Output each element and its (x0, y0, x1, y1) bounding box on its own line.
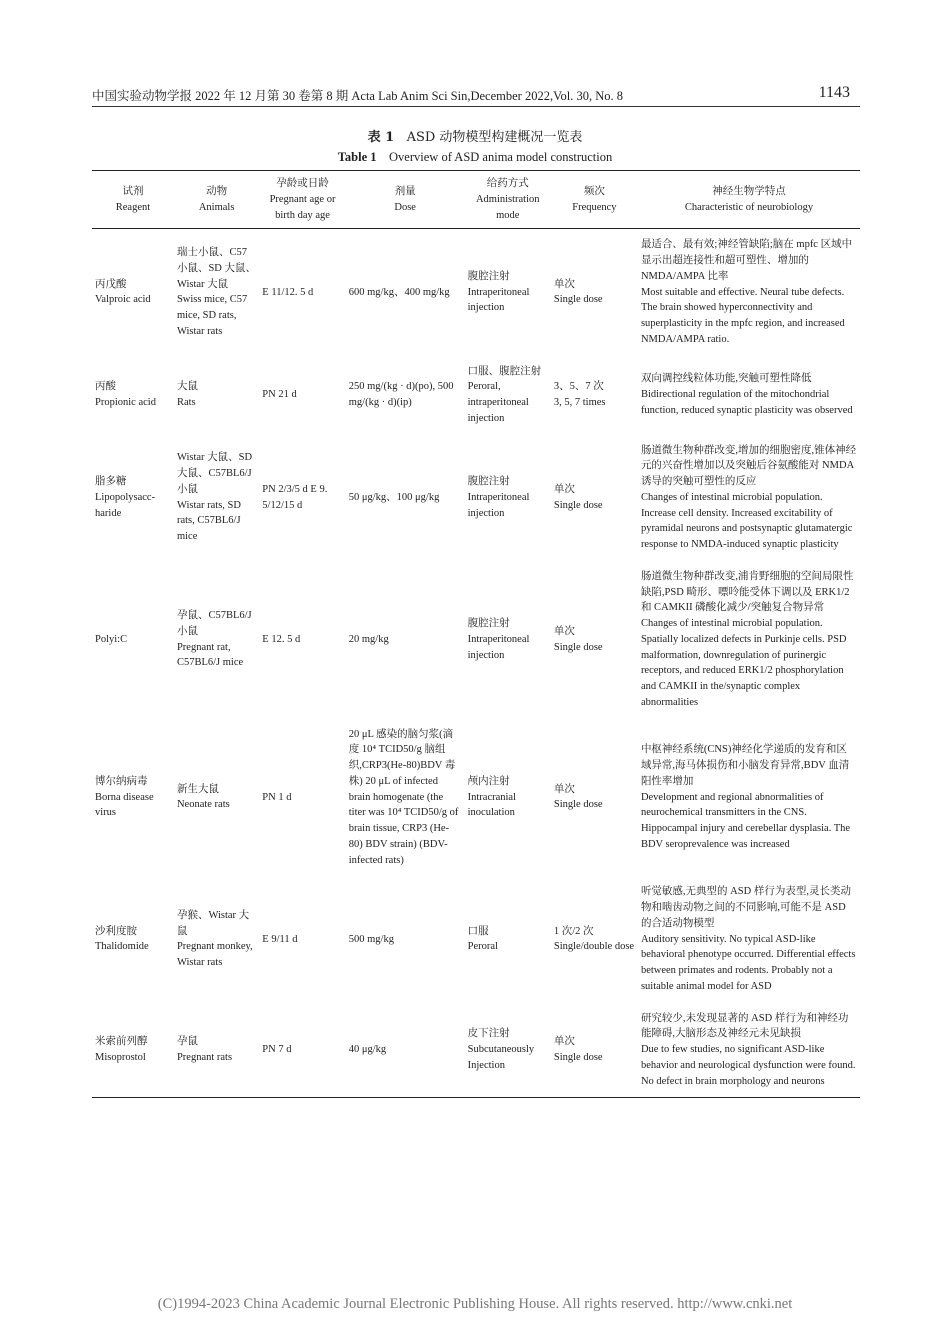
cell-age: PN 2/3/5 d E 9. 5/12/15 d (262, 483, 328, 511)
cell-frequency: 单次 Single dose (553, 1036, 603, 1063)
cell-age: E 11/12. 5 d (262, 286, 314, 298)
cell-reagent: 沙利度胺 Thalidomide (95, 925, 149, 953)
cell-age: PN 21 d (262, 389, 297, 401)
cell-age: E 12. 5 d (262, 633, 301, 645)
table-row (92, 876, 860, 1002)
table-row (92, 435, 860, 561)
cell-route: 口服 Peroral (467, 925, 498, 953)
table-row (92, 229, 860, 356)
cell-dose: 50 μg/kg、100 μg/kg (348, 491, 440, 503)
cell-characteristic: 最适合、最有效;神经管缺陷;脑在 mpfc 区域中显示出超连接性和超可塑性、增加的 NMDA/AMPA 比率 Most suitable and effective. Neural tube defects. The brain showed hyperconnectivity and superplasticity in the mpfc region, and increased NMDA/AMPA ratio. (640, 239, 853, 345)
cell-frequency: 单次 Single dose (553, 483, 603, 511)
cell-reagent: 丙戊酸 Valproic acid (95, 278, 151, 306)
copyright-footer: (C)1994-2023 China Academic Journal Electronic Publishing House. All rights reserved. http://www.cnki.net (157, 1296, 793, 1312)
cell-animals: 新生大鼠 Neonate rats (176, 783, 230, 811)
table-caption-zh (0, 126, 950, 145)
cell-animals: 孕鼠、C57BL6/J 小鼠 Pregnant rat, C57BL6/J mice (176, 610, 252, 669)
cell-animals: 孕鼠 Pregnant rats (176, 1036, 233, 1063)
cell-frequency: 3、5、7 次 3, 5, 7 times (553, 381, 606, 408)
cell-frequency: 单次 Single dose (553, 625, 603, 653)
cell-reagent: 脂多糖 Lipopolysacc-haride (95, 476, 156, 519)
cell-characteristic: 中枢神经系统(CNS)神经化学递质的发育和区域异常,海马体损伤和小脑发育异常,BDV 血清阳性率增加 Development and regional abnormalities of neurochemical transmitters in the CNS. Hippocampal injury and cerebellar dysplasia. The BDV seroprevalence was increased (640, 744, 851, 850)
col-header-animals: 动物 Animals (198, 185, 235, 213)
cell-dose: 250 mg/(kg · d)(po), 500 mg/(kg · d)(ip) (348, 381, 454, 408)
caption-title-en: Overview of ASD anima model construction (389, 150, 613, 164)
cell-route: 口服、腹腔注射 Peroral, intraperitoneal injection (467, 365, 542, 424)
col-header-age: 孕龄或日龄 Pregnant age or birth day age (269, 178, 336, 221)
table-row (92, 1003, 860, 1098)
table-caption-en (0, 150, 950, 165)
cell-dose: 20 mg/kg (348, 633, 389, 645)
col-header-characteristic: 神经生物学特点 Characteristic of neurobiology (684, 185, 814, 213)
cell-animals: 大鼠 Rats (176, 381, 198, 408)
cell-characteristic: 听觉敏感,无典型的 ASD 样行为表型,灵长类动物和啮齿动物之间的不同影响,可能不是 ASD 的合适动物模型 Auditory sensitivity. No typical ASD-like behavioral phenotype occurred. Differential effects between primates and rodents. Probably not a suitable animal model for ASD (640, 886, 856, 992)
cell-route: 腹腔注射 Intraperitoneal injection (467, 270, 530, 314)
asd-model-table (92, 170, 860, 1098)
cell-route: 皮下注射 Subcutaneously Injection (467, 1028, 535, 1071)
cell-route: 腹腔注射 Intraperitoneal injection (467, 618, 530, 661)
caption-label-en: Table 1 (337, 150, 377, 164)
cell-age: PN 7 d (262, 1044, 292, 1055)
cell-frequency: 1 次/2 次 Single/double dose (553, 925, 635, 953)
col-header-frequency: 频次 Frequency (572, 185, 617, 213)
cell-age: PN 1 d (262, 791, 292, 803)
cell-reagent: 博尔纳病毒 Borna disease virus (95, 775, 154, 819)
header-rule (92, 106, 860, 107)
cell-animals: Wistar 大鼠、SD 大鼠、C57BL6/J 小鼠 Wistar rats, SD rats, C57BL6/J mice (176, 452, 253, 543)
cell-age: E 9/11 d (262, 933, 298, 945)
table-row (92, 561, 860, 719)
cell-animals: 瑞士小鼠、C57 小鼠、SD 大鼠、Wistar 大鼠 Swiss mice, C57 mice, SD rats, Wistar rats (176, 247, 257, 337)
cell-route: 腹腔注射 Intraperitoneal injection (467, 476, 530, 519)
cell-route: 颅内注射 Intracranial inoculation (467, 775, 517, 819)
cell-dose: 20 μL 感染的脑匀浆(滴度 10⁴ TCID50/g 脑组织,CRP3(He-80)BDV 毒株) 20 μL of infected brain homogenate (the titer was 10⁴ TCID50/g of brain tissue, CRP3 (He-80) BDV strain) (BDV-infected rats) (348, 728, 459, 866)
cell-reagent: 丙酸 Propionic acid (95, 381, 156, 408)
cell-reagent: Polyi:C (95, 633, 128, 645)
cell-characteristic: 肠道微生物种群改变,浦肯野细胞的空间局限性缺陷,PSD 畸形、嘌呤能受体下调以及 ERK1/2 和 CAMKII 磷酸化减少/突触复合物异常 Changes of intestinal microbial population. Spatially localized defects in Purkinje cells. PSD malformation, downregulation of purinergic receptors, and reduced ERK1/2 phosphorylation and CAMKII in the/synaptic complex abnormalities (640, 570, 854, 708)
journal-citation: 中国实验动物学报 2022 年 12 月第 30 卷第 8 期 Acta Lab Anim Sci Sin,December 2022,Vol. 30, No. 8 (92, 89, 623, 103)
cell-characteristic: 双向调控线粒体功能,突触可塑性降低 Bidirectional regulation of the mitochondrial function, reduced synaptic plasticity was observed (640, 373, 853, 416)
cell-dose: 500 mg/kg (348, 933, 394, 945)
cell-dose: 600 mg/kg、400 mg/kg (348, 286, 450, 298)
page-number: 1143 (818, 84, 850, 101)
running-header (92, 84, 860, 106)
cell-frequency: 单次 Single dose (553, 783, 603, 811)
cell-dose: 40 μg/kg (348, 1044, 387, 1055)
table-row (92, 356, 860, 435)
table-header-row (92, 171, 860, 229)
caption-title-zh: ASD 动物模型构建概况一览表 (406, 130, 583, 145)
cell-characteristic: 肠道微生物种群改变,增加的细胞密度,锥体神经元的兴奋性增加以及突触后谷氨酸能对 NMDA 诱导的突触可塑性的反应 Changes of intestinal microbial population. Increase cell density. Increased excitability of pyramidal neurons and postsynaptic glutamatergic response to NMDA-induced synaptic plasticity (640, 444, 857, 550)
col-header-dose: 剂量 Dose (394, 185, 416, 213)
cell-animals: 孕猴、Wistar 大鼠 Pregnant monkey, Wistar rats (176, 909, 253, 969)
caption-label-zh: 表 1 (367, 130, 395, 145)
cell-characteristic: 研究较少,未发现显著的 ASD 样行为和神经功能障碍,大脑形态及神经元未见缺损 Due to few studies, no significant ASD-like behavior and neurological dysfunction were found. No defect in brain morphology and neurons (640, 1012, 856, 1087)
col-header-route: 给药方式 Administration mode (475, 178, 540, 221)
cell-reagent: 米索前列醇 Misoprostol (95, 1036, 148, 1063)
col-header-reagent: 试剂 Reagent (115, 185, 151, 213)
table-row (92, 719, 860, 877)
cell-frequency: 单次 Single dose (553, 278, 603, 306)
